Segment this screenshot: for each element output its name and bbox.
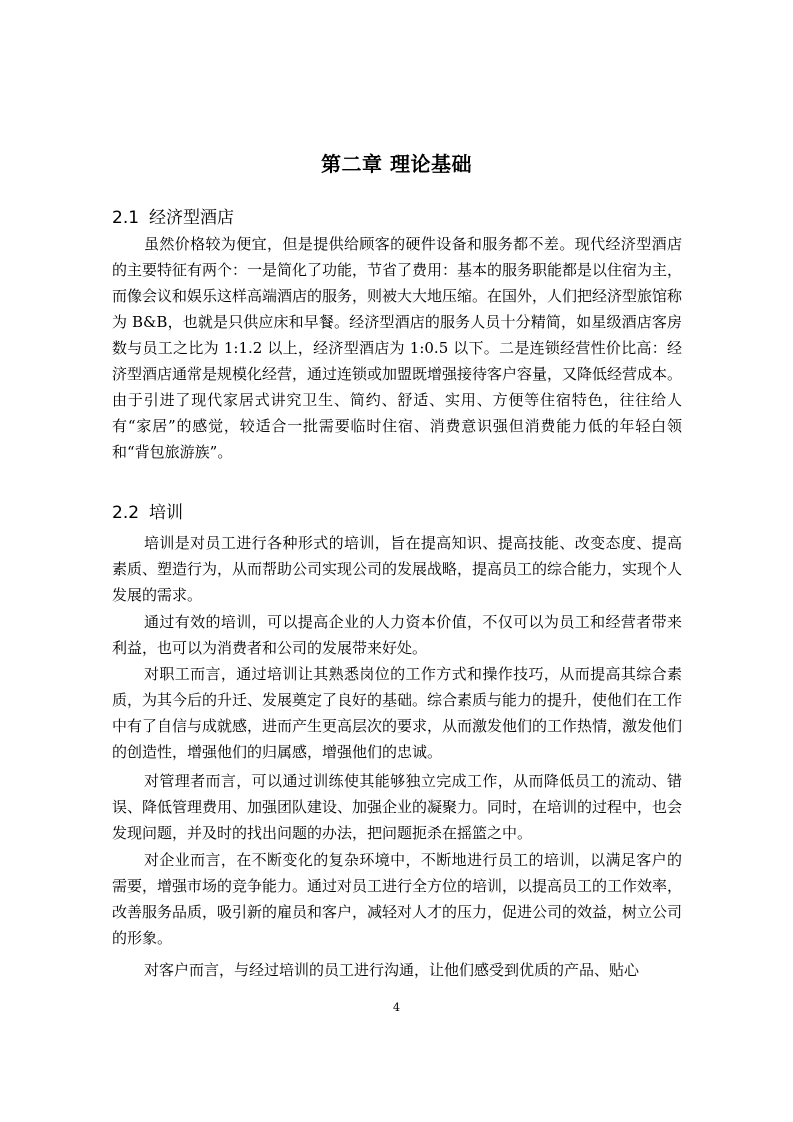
paragraph: 对客户而言，与经过培训的员工进行沟通，让他们感受到优质的产品、贴心	[144, 961, 640, 979]
paragraph: 虽然价格较为便宜，但是提供给顾客的硬件设备和服务都不差。现代经济型酒店的主要特征有两个：一是简化了功能，节省了费用：基本的服务职能都是以住宿为主，而像会议和娱乐这样高端酒店的服务，则被大大地压缩。在国外，人们把经济型旅馆称为 B&B，也就是只供应床和早餐。经济型酒店的服务人员十分精简，如星级酒店客房数与员工之比为 1:1.2 以上，经济型酒店为 1:0.5 以下。二是连锁经营性价比高：经济型酒店通常是规模化经营，通过连锁或加盟既增强接待客户容量，又降低经营成本。由于引进了现代家居式讲究卫生、简约、舒适、实用、方便等住宿特色，往往给人有“家居”的感觉，较适合一批需要临时住宿、消费意识强但消费能力低的年轻白领和“背包旅游族”。	[112, 235, 683, 461]
paragraph: 对职工而言，通过培训让其熟悉岗位的工作方式和操作技巧，从而提高其综合素质，为其今后的升迁、发展奠定了良好的基础。综合素质与能力的提升，使他们在工作中有了自信与成就感，进而产生更高层次的要求，从而激发他们的工作热情，激发他们的创造性，增强他们的归属感，增强他们的忠诚。	[112, 665, 683, 761]
page-number: 4	[393, 1001, 400, 1014]
paragraph: 对企业而言，在不断变化的复杂环境中，不断地进行员工的培训，以满足客户的需要，增强市场的竞争能力。通过对员工进行全方位的培训，以提高员工的工作效率，改善服务品质，吸引新的雇员和客户，减轻对人才的压力，促进公司的效益，树立公司的形象。	[112, 851, 683, 947]
paragraph: 培训是对员工进行各种形式的培训，旨在提高知识、提高技能、改变态度、提高素质、塑造行为，从而帮助公司实现公司的发展战略，提高员工的综合能力，实现个人发展的需求。	[112, 534, 683, 604]
section-number: 2.2	[112, 503, 140, 523]
section-title: 培训	[149, 503, 184, 523]
paragraph: 通过有效的培训，可以提高企业的人力资本价值，不仅可以为员工和经营者带来利益，也可以为消费者和公司的发展带来好处。	[112, 613, 682, 657]
chapter-title: 第二章 理论基础	[321, 152, 472, 176]
paragraph: 对管理者而言，可以通过训练使其能够独立完成工作，从而降低员工的流动、错误、降低管理费用、加强团队建设、加强企业的凝聚力。同时，在培训的过程中，也会发现问题，并及时的找出问题的办法，把问题扼杀在摇篮之中。	[112, 772, 683, 842]
section-number: 2.1	[112, 208, 140, 228]
section-title: 经济型酒店	[149, 208, 235, 228]
section-heading-2-1	[112, 203, 682, 228]
section-heading-2-2	[112, 498, 682, 523]
